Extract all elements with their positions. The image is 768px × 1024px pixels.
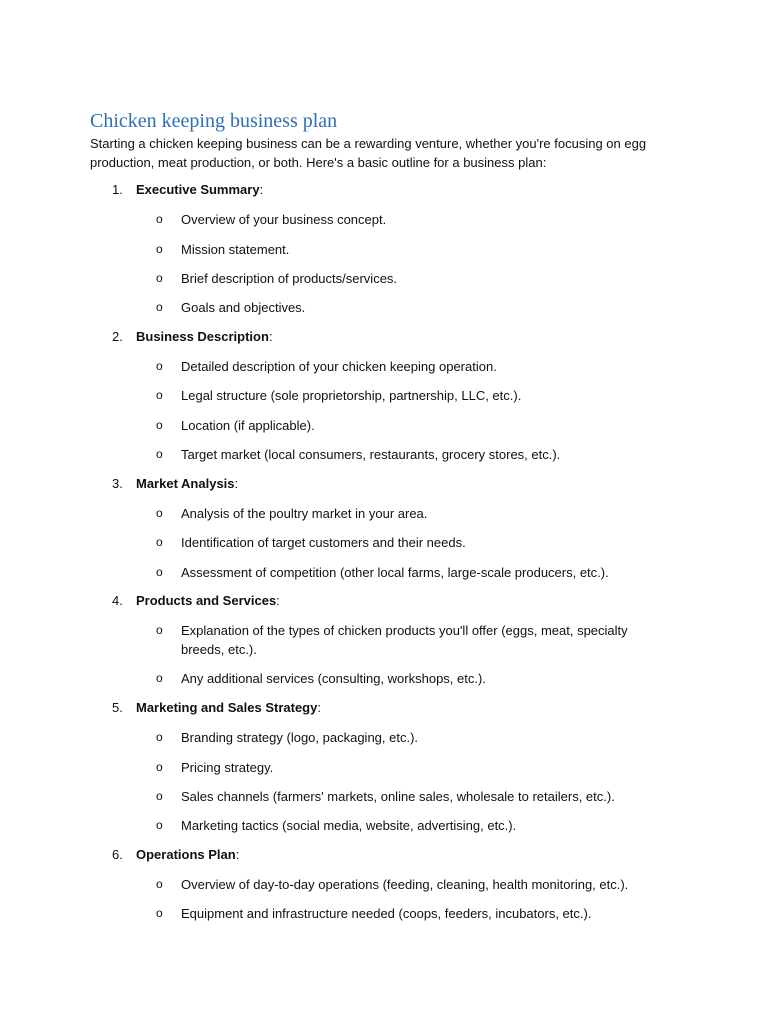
bullet-icon: o bbox=[156, 212, 163, 226]
list-item-text: Equipment and infrastructure needed (coops, feeders, incubators, etc.). bbox=[181, 906, 592, 921]
list-item-text: Identification of target customers and their needs. bbox=[181, 535, 466, 550]
list-item-text: Explanation of the types of chicken products you'll offer (eggs, meat, specialty breeds, etc.). bbox=[181, 623, 628, 657]
section-number: 4. bbox=[112, 593, 123, 608]
bullet-icon: o bbox=[156, 271, 163, 285]
list-item-text: Any additional services (consulting, workshops, etc.). bbox=[181, 671, 486, 686]
list-item-text: Target market (local consumers, restaurants, grocery stores, etc.). bbox=[181, 447, 561, 462]
bullet-icon: o bbox=[156, 242, 163, 256]
list-item-text: Analysis of the poultry market in your area. bbox=[181, 506, 428, 521]
intro-paragraph: Starting a chicken keeping business can be a rewarding venture, whether you're focusing on egg production, meat production, or both. Here's a basic outline for a business plan: bbox=[90, 136, 647, 170]
list-item-text: Marketing tactics (social media, website, advertising, etc.). bbox=[181, 818, 517, 833]
bullet-icon: o bbox=[156, 535, 163, 549]
bullet-icon: o bbox=[156, 760, 163, 774]
bullet-icon: o bbox=[156, 789, 163, 803]
section-number: 6. bbox=[112, 847, 123, 862]
section-heading-text: Market Analysis bbox=[136, 476, 235, 491]
bullet-icon: o bbox=[156, 565, 163, 579]
list-item-text: Sales channels (farmers' markets, online sales, wholesale to retailers, etc.). bbox=[181, 789, 615, 804]
list-item-text: Branding strategy (logo, packaging, etc.). bbox=[181, 730, 419, 745]
bullet-icon: o bbox=[156, 506, 163, 520]
section-heading-text: Marketing and Sales Strategy bbox=[136, 700, 318, 715]
section-number: 2. bbox=[112, 329, 123, 344]
bullet-icon: o bbox=[156, 359, 163, 373]
document-title: Chicken keeping business plan bbox=[90, 110, 338, 132]
list-item-text: Detailed description of your chicken keeping operation. bbox=[181, 359, 497, 374]
bullet-icon: o bbox=[156, 906, 163, 920]
list-item-text: Assessment of competition (other local farms, large-scale producers, etc.). bbox=[181, 565, 609, 580]
bullet-icon: o bbox=[156, 818, 163, 832]
section-number: 3. bbox=[112, 476, 123, 491]
list-item-text: Overview of your business concept. bbox=[181, 212, 387, 227]
section-heading-colon: : bbox=[234, 476, 239, 491]
list-item-text: Mission statement. bbox=[181, 242, 290, 257]
bullet-icon: o bbox=[156, 623, 163, 637]
section-heading-colon: : bbox=[317, 700, 321, 715]
section-heading-text: Operations Plan bbox=[136, 847, 236, 862]
list-item-text: Location (if applicable). bbox=[181, 418, 315, 433]
bullet-icon: o bbox=[156, 730, 163, 744]
list-item-text: Pricing strategy. bbox=[181, 760, 274, 775]
section-heading-colon: : bbox=[268, 329, 273, 344]
bullet-icon: o bbox=[156, 300, 163, 314]
section-heading-text: Business Description bbox=[136, 329, 269, 344]
section-number: 1. bbox=[112, 182, 123, 197]
bullet-icon: o bbox=[156, 418, 163, 432]
section-heading-colon: : bbox=[259, 182, 264, 197]
section-heading-colon: : bbox=[235, 847, 240, 862]
list-item-text: Brief description of products/services. bbox=[181, 271, 398, 286]
section-heading-colon: : bbox=[276, 593, 280, 608]
section-heading-text: Products and Services bbox=[136, 593, 277, 608]
bullet-icon: o bbox=[156, 877, 163, 891]
list-item-text: Legal structure (sole proprietorship, partnership, LLC, etc.). bbox=[181, 388, 522, 403]
bullet-icon: o bbox=[156, 671, 163, 685]
section-heading-text: Executive Summary bbox=[136, 182, 260, 197]
bullet-icon: o bbox=[156, 447, 163, 461]
list-item-text: Overview of day-to-day operations (feeding, cleaning, health monitoring, etc.). bbox=[181, 877, 629, 892]
list-item-text: Goals and objectives. bbox=[181, 300, 306, 315]
section-number: 5. bbox=[112, 700, 123, 715]
bullet-icon: o bbox=[156, 388, 163, 402]
